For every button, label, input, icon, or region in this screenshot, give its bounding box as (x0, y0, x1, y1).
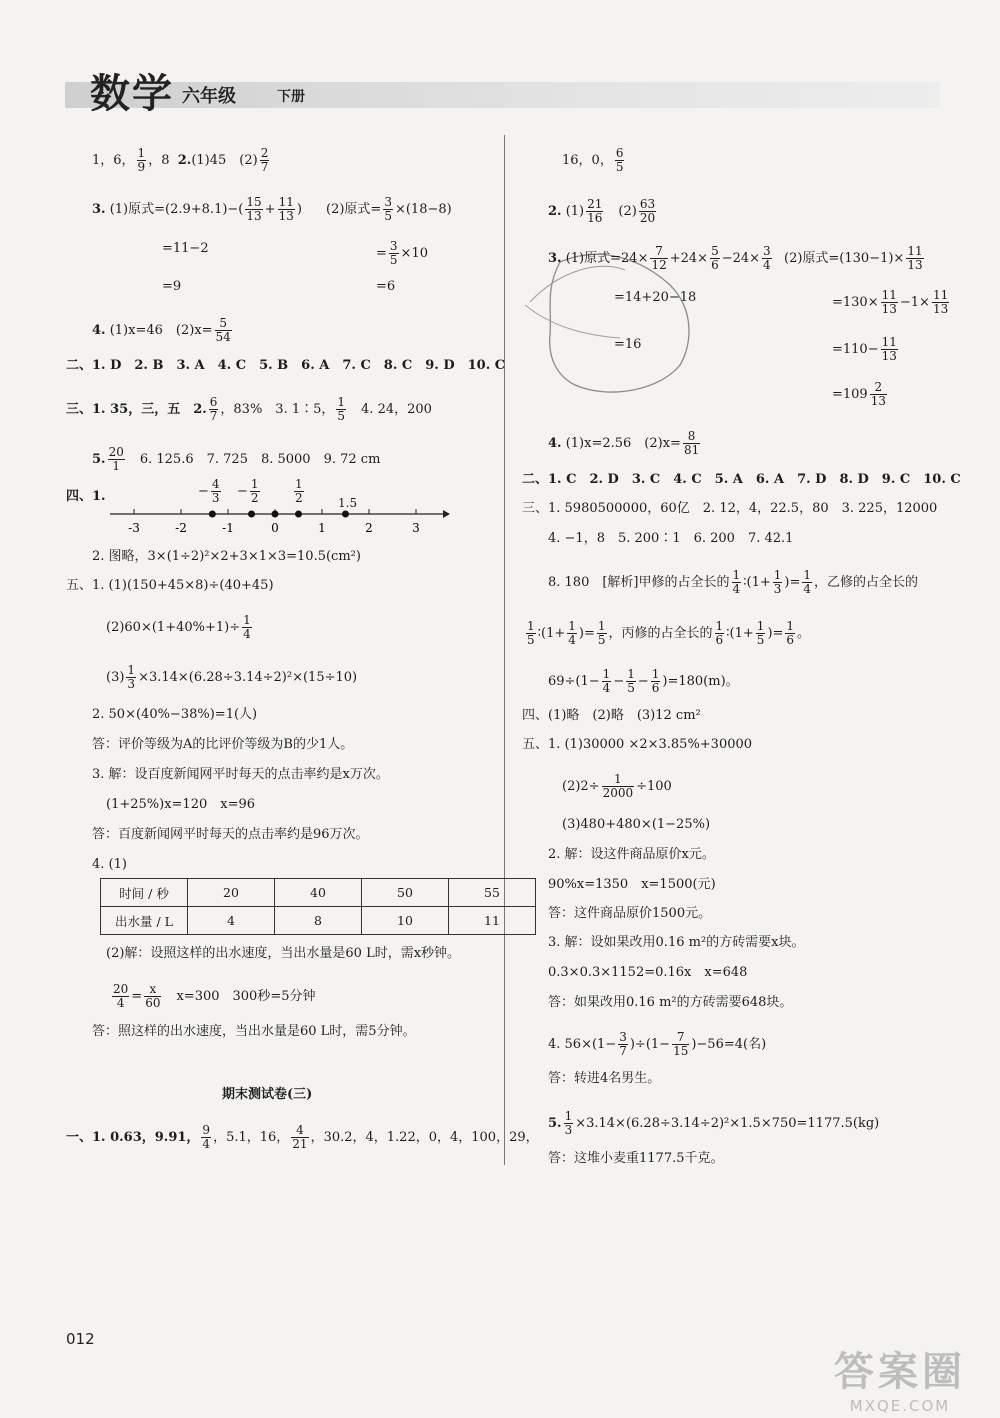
answer-line: 答：百度新闻网平时每天的点击率约是96万次。 (92, 827, 369, 842)
answer-line: 4. −1，8 5. 200∶1 6. 200 7. 42.1 (548, 531, 794, 546)
answer-line: (1+25%)x=120 x=96 (106, 797, 256, 812)
answer-line: =6 (376, 279, 396, 294)
answer-line: 三、1. 5980500000，60亿 2. 12，4，22.5，80 3. 225，12000 (522, 501, 938, 516)
answer-line: 3. (1)原式=(2.9+8.1)−( $\frac{15}{13}$ + $\frac{11}{13}$ ) (92, 195, 302, 223)
answer-line: 四、(1)略 (2)略 (3)12 cm² (522, 708, 701, 723)
answer-line: 四、1. (66, 489, 106, 504)
answer-line: 4. (1)x=2.56 (2)x= $\frac{8}{81}$ (548, 429, 700, 457)
point-label: − $\frac{1}{2}$ (237, 477, 259, 505)
answer-line: (3)480+480×(1−25%) (562, 817, 711, 832)
answer-line: 4. (1)x=46 (2)x= $\frac{5}{54}$ (92, 316, 231, 344)
answer-line: 0.3×0.3×1152=0.16x x=648 (548, 965, 748, 980)
answer-line: (3) $\frac{1}{3}$ ×3.14×(6.28÷3.14÷2)²×(15÷10) (106, 663, 358, 691)
answer-line: (2)2÷ $\frac{1}{2000}$ ÷100 (562, 772, 672, 800)
answer-line: 3. (1)原式=24× $\frac{7}{12}$ +24× $\frac{5}{6}$ −24× $\frac{3}{4}$ (548, 244, 771, 272)
answer-line: = $\frac{3}{5}$ ×10 (376, 239, 428, 267)
table-cell: 55 (449, 879, 536, 907)
answer-line: (2)60×(1+40%+1)÷ $\frac{1}{4}$ (106, 613, 251, 641)
watermark-url: MXQE.COM (849, 1397, 951, 1415)
answer-line: =110− $\frac{11}{13}$ (832, 335, 897, 363)
answer-line: 3. 解：设百度新闻网平时每天的点击率约是x万次。 (92, 767, 389, 782)
grade-label: 六年级 (182, 86, 236, 107)
answer-line: 答：这件商品原价1500元。 (548, 906, 712, 921)
answer-line: 五、1. (1)30000 ×2×3.85%+30000 (522, 737, 753, 752)
answer-line: 69÷(1− $\frac{1}{4}$ − $\frac{1}{5}$ − $\frac{1}{6}$ )=180(m)。 (548, 667, 739, 695)
number-line-tick-label: -3 (128, 521, 140, 535)
answer-line: 8. 180 [解析]甲修的占全长的 $\frac{1}{4}$ ∶(1+ $\frac{1}{3}$ )= $\frac{1}{4}$ ，乙修的占全长的 (548, 568, 919, 596)
answer-line: 答：转进4名男生。 (548, 1071, 661, 1086)
answer-line: 二、1. D 2. B 3. A 4. C 5. B 6. A 7. C 8. C 9. D 10. C (66, 358, 506, 373)
answer-line: 答：这堆小麦重1177.5千克。 (548, 1151, 724, 1166)
answer-line: 5. $\frac{20}{1}$ 6. 125.6 7. 725 8. 5000 9. 72 cm (92, 445, 381, 473)
number-line (105, 470, 450, 540)
number-line-point (295, 511, 302, 518)
answer-line: =130× $\frac{11}{13}$ −1× $\frac{11}{13}$ (832, 288, 949, 316)
answer-line: 1，6， $\frac{1}{9}$ ，8 2.(1)45 (2) $\frac{2}{7}$ (92, 146, 269, 174)
table-cell: 时间 / 秒 (101, 879, 188, 907)
answer-line: 2. 图略，3×(1÷2)²×2+3×1×3=10.5(cm²) (92, 549, 361, 564)
answer-line: 4. 56×(1− $\frac{3}{7}$ )÷(1− $\frac{7}{15}$ )−56=4(名) (548, 1030, 767, 1058)
number-line-tick-label: 2 (365, 521, 373, 535)
table-cell: 11 (449, 907, 536, 935)
answer-line: 答：如果改用0.16 m²的方砖需要648块。 (548, 995, 793, 1010)
table-cell: 10 (362, 907, 449, 935)
table-cell: 4 (188, 907, 275, 935)
answer-line: =14+20−18 (614, 290, 697, 305)
table-cell: 20 (188, 879, 275, 907)
table-cell: 50 (362, 879, 449, 907)
point-label: − $\frac{4}{3}$ (198, 477, 220, 505)
answer-line: 2. 解：设这件商品原价x元。 (548, 847, 715, 862)
volume-label: 下册 (277, 89, 305, 105)
answer-line: (2)原式=(130−1)× $\frac{11}{13}$ (784, 244, 923, 272)
number-line-tick-label: -1 (222, 521, 234, 535)
table-cell: 40 (275, 879, 362, 907)
number-line-tick-label: 1 (318, 521, 326, 535)
number-line-point (209, 511, 216, 518)
table-cell: 8 (275, 907, 362, 935)
answer-line: 2. 50×(40%−38%)=1(人) (92, 707, 258, 722)
answer-line: 三、1. 35，三，五 2. $\frac{6}{7}$ ，83% 3. 1∶5， $\frac{1}{5}$ 4. 24，200 (66, 395, 432, 423)
answer-line: 3. 解：设如果改用0.16 m²的方砖需要x块。 (548, 935, 805, 950)
answer-line: =16 (614, 337, 642, 352)
column-divider (504, 135, 505, 1165)
answer-line: 4. (1) (92, 857, 127, 872)
section-title: 期末测试卷(三) (222, 1087, 313, 1102)
answer-line: 一、1. 0.63，9.91， $\frac{9}{4}$ ，5.1，16， $\frac{4}{21}$ ，30.2，4，1.22，0，4，100，29， (66, 1123, 539, 1151)
table-cell: 出水量 / L (101, 907, 188, 935)
number-line-tick-label: 3 (412, 521, 420, 535)
answer-line: =9 (162, 279, 182, 294)
subject-title: 数学 (90, 71, 174, 117)
table-row (101, 879, 536, 907)
answer-line: $\frac{20}{4}$ = $\frac{x}{60}$ x=300 300秒=5分钟 (113, 982, 316, 1010)
table-row (101, 907, 536, 935)
answer-line: 90%x=1350 x=1500(元) (548, 877, 716, 892)
point-label: $\frac{1}{2}$ (295, 477, 303, 505)
answer-line: (2)解：设照这样的出水速度，当出水量是60 L时，需x秒钟。 (106, 946, 461, 961)
answer-line: 二、1. C 2. D 3. C 4. C 5. A 6. A 7. D 8. D 9. C 10. C (522, 472, 961, 487)
data-table (100, 878, 536, 935)
number-line-tick-label: 0 (271, 521, 279, 535)
answer-line: =109 $\frac{2}{13}$ (832, 380, 886, 408)
answer-line: 2. (1) $\frac{21}{16}$ (2) $\frac{63}{20}$ (548, 197, 656, 225)
answer-line: 五、1. (1)(150+45×8)÷(40+45) (66, 578, 274, 593)
number-line-arrow (443, 510, 450, 518)
number-line-point (248, 511, 255, 518)
watermark-logo: 答案圈 (834, 1349, 966, 1395)
watermark (830, 1340, 970, 1415)
answer-line: $\frac{1}{5}$ ∶(1+ $\frac{1}{4}$ )= $\frac{1}{5}$ ，丙修的占全长的 $\frac{1}{6}$ ∶(1+ $\frac{1}{5}$ )= $\frac{1}{6}$ 。 (527, 619, 811, 647)
number-line-tick-label: -2 (175, 521, 187, 535)
number-line-point (272, 511, 279, 518)
answer-line: 答：照这样的出水速度，当出水量是60 L时，需5分钟。 (92, 1024, 416, 1039)
answer-line: 答：评价等级为A的比评价等级为B的少1人。 (92, 737, 354, 752)
answer-line: (2)原式= $\frac{3}{5}$ ×(18−8) (326, 195, 452, 223)
answer-line: 5. $\frac{1}{3}$ ×3.14×(6.28÷3.14÷2)²×1.5×750=1177.5(kg) (548, 1109, 880, 1137)
page-number: 012 (66, 1330, 95, 1348)
answer-line: =11−2 (162, 241, 209, 256)
point-label: 1.5 (338, 496, 358, 510)
answer-line: 16，0， $\frac{6}{5}$ (562, 146, 624, 174)
